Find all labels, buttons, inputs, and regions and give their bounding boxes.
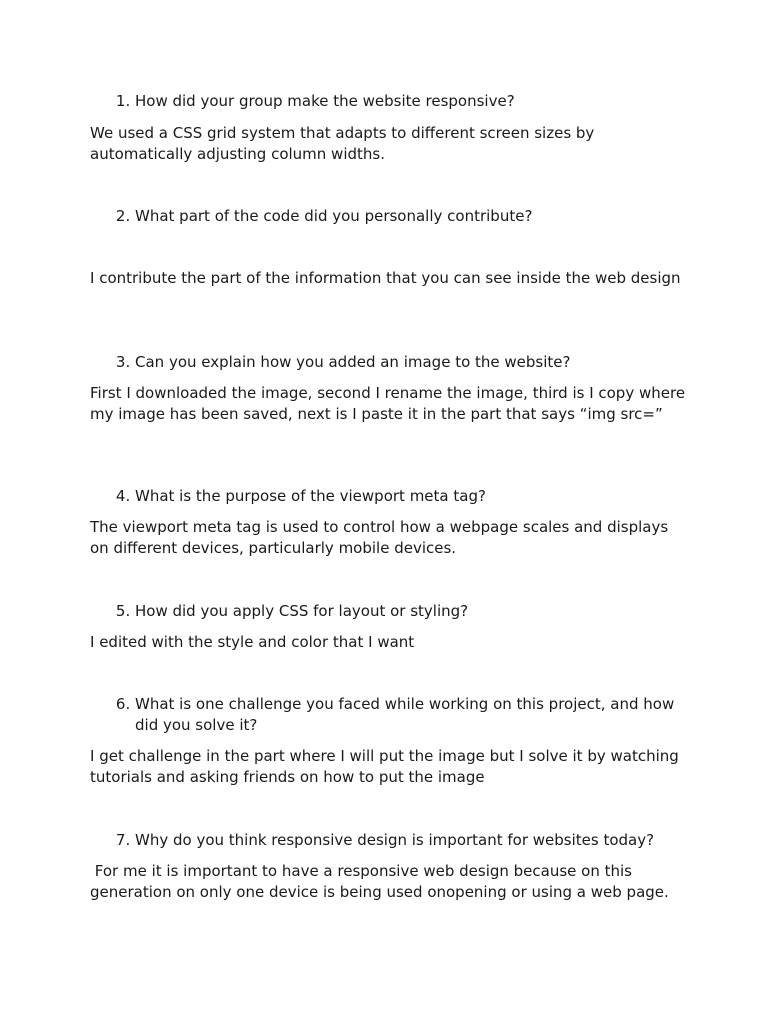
question-text: How did you apply CSS for layout or styling? bbox=[135, 602, 469, 620]
question-4 bbox=[90, 486, 690, 507]
answer-3: First I downloaded the image, second I rename the image, third is I copy where my image has been saved, next is I paste it in the part that says “img src=” bbox=[90, 384, 690, 423]
question-2 bbox=[90, 206, 690, 227]
question-5 bbox=[90, 601, 690, 622]
question-6 bbox=[90, 694, 690, 735]
answer-5: I edited with the style and color that I want bbox=[90, 633, 415, 651]
answer-4: The viewport meta tag is used to control how a webpage scales and displays on different devices, particularly mobile devices. bbox=[90, 518, 673, 557]
question-text: How did your group make the website responsive? bbox=[135, 92, 515, 110]
answer-7: For me it is important to have a responsive web design because on this generation on only one device is being used onopening or using a web page. bbox=[90, 862, 669, 901]
question-number: 1. bbox=[115, 92, 135, 110]
question-1 bbox=[90, 91, 690, 112]
question-3 bbox=[90, 352, 690, 373]
question-text: What is the purpose of the viewport meta tag? bbox=[135, 487, 486, 505]
question-number: 2. bbox=[115, 207, 135, 225]
question-number: 5. bbox=[115, 602, 135, 620]
question-text: What is one challenge you faced while working on this project, and how did you solve it? bbox=[135, 695, 675, 734]
answer-6: I get challenge in the part where I will put the image but I solve it by watching tutorials and asking friends on how to put the image bbox=[90, 747, 684, 786]
question-7 bbox=[90, 830, 690, 851]
question-number: 7. bbox=[115, 831, 135, 849]
question-text: What part of the code did you personally contribute? bbox=[135, 207, 533, 225]
question-text: Why do you think responsive design is important for websites today? bbox=[135, 831, 655, 849]
answer-1: We used a CSS grid system that adapts to different screen sizes by automatically adjusting column widths. bbox=[90, 124, 600, 163]
question-number: 6. bbox=[115, 695, 135, 713]
question-number: 4. bbox=[115, 487, 135, 505]
answer-2: I contribute the part of the information that you can see inside the web design bbox=[90, 269, 681, 287]
question-text: Can you explain how you added an image to the website? bbox=[135, 353, 571, 371]
question-number: 3. bbox=[115, 353, 135, 371]
